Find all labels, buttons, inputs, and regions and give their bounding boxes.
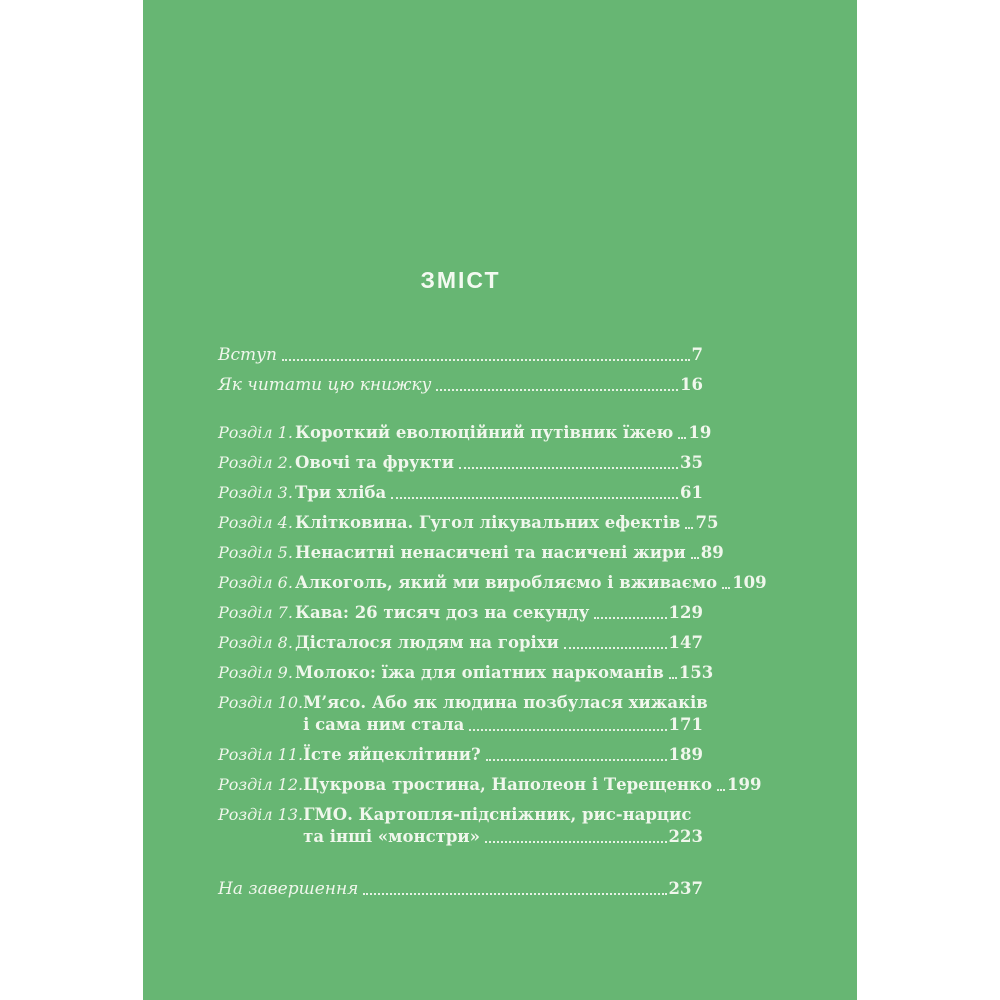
toc-row-body (295, 663, 714, 683)
page-number: 75 (695, 513, 719, 532)
toc-row-line1 (218, 345, 703, 365)
page-number: 89 (700, 543, 724, 562)
toc-row (218, 603, 703, 623)
toc-row-line1 (303, 775, 762, 795)
toc-row-line1 (295, 573, 767, 593)
chapter-label: Розділ 1. (218, 423, 293, 442)
toc-row-body (303, 693, 708, 735)
page-number: 223 (668, 827, 703, 846)
dot-leader (685, 527, 693, 529)
toc-row-line1 (295, 423, 712, 443)
dot-leader (717, 789, 725, 791)
toc-row-body (303, 805, 703, 847)
dot-leader (722, 587, 730, 589)
section-gap (218, 857, 703, 879)
toc-row-line1 (303, 805, 703, 825)
toc-row-line1 (303, 693, 708, 713)
chapter-title: Як читати цю книжку (218, 375, 432, 395)
chapter-label: Розділ 12. (218, 775, 304, 794)
chapter-title: Цукрова тростина, Наполеон і Терещенко (303, 775, 712, 794)
toc-row-line1 (218, 879, 703, 899)
page-number: 35 (680, 453, 703, 472)
dot-leader (486, 759, 667, 761)
toc-row-body (295, 633, 703, 653)
toc-row (218, 543, 724, 563)
chapter-label: Розділ 9. (218, 663, 293, 682)
dot-leader (594, 617, 666, 619)
toc-row-body (303, 775, 762, 795)
chapter-label: Розділ 7. (218, 603, 293, 622)
chapter-title: Три хліба (295, 483, 387, 502)
toc-row-line2 (303, 715, 703, 735)
chapter-title: Клітковина. Гугол лікувальних ефектів (295, 513, 681, 532)
chapter-title: М’ясо. Або як людина позбулася хижаків (303, 693, 708, 712)
toc-row-line2 (303, 827, 703, 847)
toc-row-line1 (218, 375, 703, 395)
dot-leader (391, 497, 678, 499)
toc-row-body (295, 513, 719, 533)
chapter-label: Розділ 8. (218, 633, 293, 652)
page-number: 19 (688, 423, 712, 442)
toc-row-line1 (295, 633, 703, 653)
chapter-label: Розділ 13. (218, 805, 304, 824)
chapter-label: Розділ 2. (218, 453, 293, 472)
chapter-title: На завершення (218, 879, 359, 899)
chapter-title: Молоко: їжа для опіатних наркоманів (295, 663, 664, 682)
toc-row (218, 879, 703, 899)
chapter-title-line2: і сама ним стала (303, 715, 465, 734)
page-number: 171 (668, 715, 703, 734)
section-gap (218, 405, 703, 423)
page-number: 237 (668, 879, 703, 898)
toc-row-line1 (303, 745, 703, 765)
toc-row-line1 (295, 453, 703, 473)
toc-row (218, 345, 703, 365)
toc-content (218, 0, 767, 909)
chapter-label: Розділ 11. (218, 745, 304, 764)
chapter-label: Розділ 4. (218, 513, 293, 532)
toc-page (143, 0, 857, 1000)
page-number: 153 (678, 663, 714, 682)
toc-row-line1 (295, 543, 724, 563)
dot-leader (469, 729, 666, 731)
toc-row (218, 775, 762, 795)
toc-row (218, 633, 703, 653)
chapter-title: Вступ (218, 345, 277, 365)
toc-row-line1 (295, 513, 719, 533)
toc-row (218, 423, 712, 443)
dot-leader (459, 467, 678, 469)
toc-row-body (218, 375, 703, 395)
toc-row-body (295, 423, 712, 443)
toc-list (218, 345, 767, 899)
dot-leader (564, 647, 667, 649)
page-number: 189 (668, 745, 703, 764)
chapter-title: Ненаситні ненасичені та насичені жири (295, 543, 686, 562)
toc-row (218, 483, 703, 503)
page-number: 61 (680, 483, 703, 502)
toc-row-body (295, 573, 767, 593)
page-title: ЗМІСТ (420, 267, 501, 293)
page-number: 109 (732, 573, 767, 592)
dot-leader (669, 677, 677, 679)
toc-row (218, 745, 703, 765)
toc-row (218, 375, 703, 395)
toc-row-body (218, 345, 703, 365)
page-number: 16 (680, 375, 703, 394)
toc-row (218, 663, 714, 683)
dot-leader (282, 359, 690, 361)
page-number: 129 (668, 603, 703, 622)
dot-leader (485, 841, 667, 843)
toc-row (218, 513, 719, 533)
toc-row-line1 (295, 483, 703, 503)
toc-row (218, 453, 703, 473)
chapter-label: Розділ 5. (218, 543, 293, 562)
chapter-title: Дісталося людям на горіхи (295, 633, 559, 652)
chapter-title: Кава: 26 тисяч доз на секунду (295, 603, 590, 622)
toc-row-body (295, 453, 703, 473)
toc-row-body (303, 745, 703, 765)
page-number: 147 (668, 633, 703, 652)
chapter-label: Розділ 6. (218, 573, 293, 592)
page-number: 199 (727, 775, 762, 794)
dot-leader (363, 893, 666, 895)
toc-row-line1 (295, 663, 714, 683)
toc-row-line1 (295, 603, 703, 623)
toc-row-body (295, 603, 703, 623)
dot-leader (436, 389, 678, 391)
toc-row (218, 573, 767, 593)
dot-leader (678, 437, 686, 439)
toc-row (218, 693, 708, 735)
chapter-title: Алкоголь, який ми виробляємо і вживаємо (295, 573, 718, 592)
toc-row-body (218, 879, 703, 899)
chapter-title: ГМО. Картопля-підсніжник, рис-нарцис (303, 805, 692, 824)
toc-row-body (295, 483, 703, 503)
dot-leader (691, 557, 699, 559)
chapter-label: Розділ 3. (218, 483, 293, 502)
chapter-title: Короткий еволюційний путівник їжею (295, 423, 674, 442)
chapter-label: Розділ 10. (218, 693, 304, 712)
chapter-title: Овочі та фрукти (295, 453, 454, 472)
toc-row-body (295, 543, 724, 563)
chapter-title-line2: та інші «монстри» (303, 827, 480, 846)
chapter-title: Їсте яйцеклітини? (303, 745, 481, 764)
toc-row (218, 805, 703, 847)
page-number: 7 (691, 345, 703, 364)
